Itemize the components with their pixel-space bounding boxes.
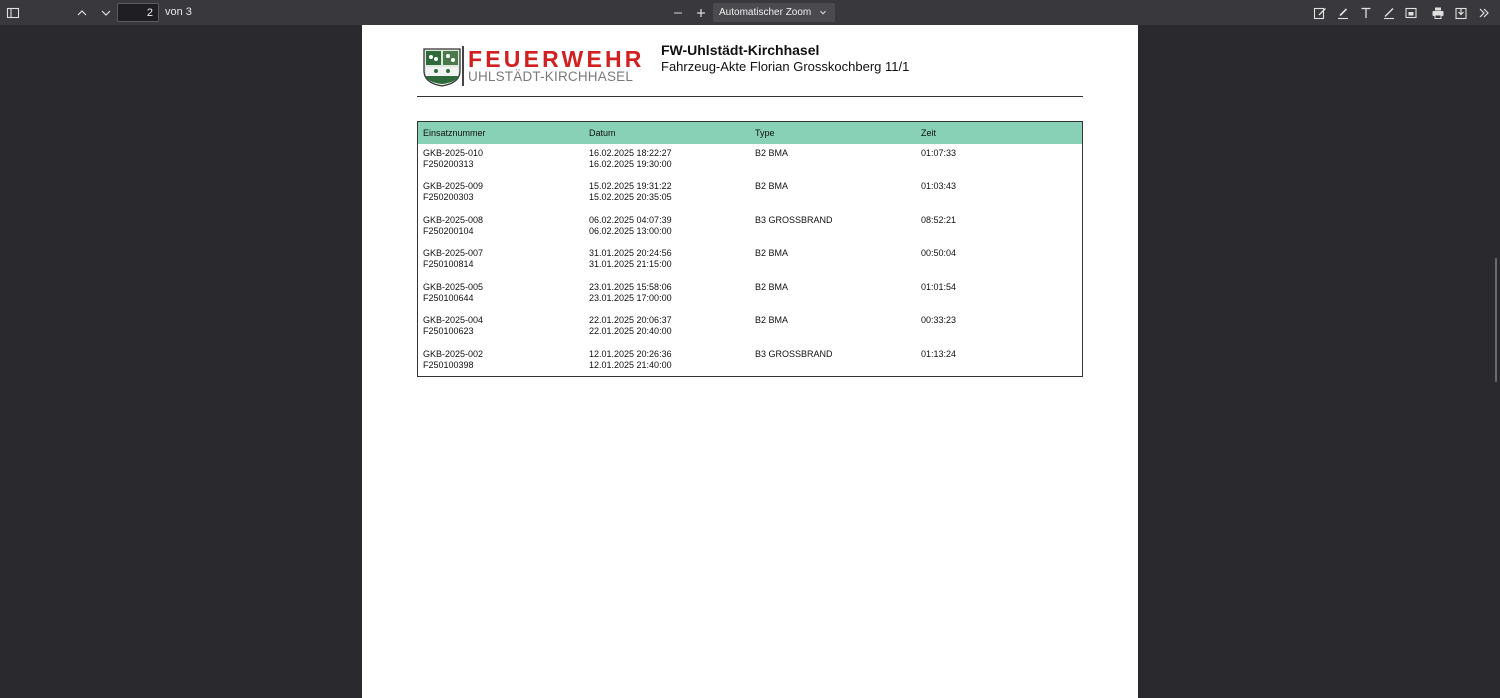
table-row <box>418 215 1082 248</box>
column-header-type: Type <box>755 128 775 138</box>
duration-cell: 01:03:43 <box>921 181 957 191</box>
zoom-value: Automatischer Zoom <box>719 7 812 18</box>
table-row <box>418 148 1082 181</box>
mission-number-cell: GKB-2025-008 F250200104 <box>423 215 484 236</box>
date-cell: 22.01.2025 20:06:37 22.01.2025 20:40:00 <box>589 315 672 336</box>
type-cell: B2 BMA <box>755 181 789 191</box>
table-row <box>418 248 1082 281</box>
next-page-button[interactable] <box>96 3 116 22</box>
date-cell: 23.01.2025 15:58:06 23.01.2025 17:00:00 <box>589 282 672 303</box>
date-cell: 06.02.2025 04:07:39 06.02.2025 13:00:00 <box>589 215 672 236</box>
page-number-input[interactable] <box>117 3 159 22</box>
type-cell: B2 BMA <box>755 282 789 292</box>
logo-divider <box>462 46 464 86</box>
mission-number-cell: GKB-2025-002 F250100398 <box>423 349 484 370</box>
column-header-zeit: Zeit <box>921 128 937 138</box>
page-count-label: von 3 <box>165 6 192 18</box>
type-cell: B2 BMA <box>755 248 789 258</box>
previous-page-button[interactable] <box>72 3 92 22</box>
edit-text-icon[interactable] <box>1310 3 1330 22</box>
fire-department-crest-logo <box>422 47 462 87</box>
column-header-datum: Datum <box>589 128 616 138</box>
table-header <box>418 122 1082 144</box>
duration-cell: 01:13:24 <box>921 349 957 359</box>
tools-menu-icon[interactable] <box>1474 3 1494 22</box>
save-icon[interactable] <box>1451 3 1471 22</box>
table-row <box>418 181 1082 214</box>
type-cell: B2 BMA <box>755 148 789 158</box>
type-cell: B3 GROSSBRAND <box>755 215 833 225</box>
duration-cell: 00:33:23 <box>921 315 957 325</box>
logo-wordmark: FEUERWEHR <box>468 46 645 72</box>
zoom-out-button[interactable] <box>668 3 688 22</box>
text-tool-icon[interactable] <box>1356 3 1376 22</box>
logo-place-name: UHLSTÄDT-KIRCHHASEL <box>468 69 634 84</box>
mission-number-cell: GKB-2025-009 F250200303 <box>423 181 484 202</box>
duration-cell: 00:50:04 <box>921 248 957 258</box>
missions-table <box>417 121 1083 377</box>
mission-number-cell: GKB-2025-010 F250200313 <box>423 148 484 169</box>
table-row <box>418 282 1082 315</box>
sidebar-toggle-icon[interactable] <box>3 3 23 22</box>
mission-number-cell: GKB-2025-007 F250100814 <box>423 248 484 269</box>
draw-icon[interactable] <box>1379 3 1399 22</box>
zoom-in-button[interactable] <box>691 3 711 22</box>
table-row <box>418 315 1082 348</box>
type-cell: B2 BMA <box>755 315 789 325</box>
pdf-toolbar <box>0 0 1500 25</box>
date-cell: 31.01.2025 20:24:56 31.01.2025 21:15:00 <box>589 248 672 269</box>
mission-number-cell: GKB-2025-004 F250100623 <box>423 315 484 336</box>
date-cell: 12.01.2025 20:26:36 12.01.2025 21:40:00 <box>589 349 672 370</box>
mission-number-cell: GKB-2025-005 F250100644 <box>423 282 484 303</box>
duration-cell: 01:01:54 <box>921 282 957 292</box>
column-header-einsatznummer: Einsatznummer <box>423 128 486 138</box>
header-divider <box>417 96 1083 97</box>
zoom-select[interactable] <box>713 3 835 22</box>
document-page <box>362 25 1138 698</box>
document-title: FW-Uhlstädt-Kirchhasel <box>661 42 820 58</box>
date-cell: 15.02.2025 19:31:22 15.02.2025 20:35:05 <box>589 181 672 202</box>
image-icon[interactable] <box>1401 3 1421 22</box>
print-icon[interactable] <box>1428 3 1448 22</box>
chevron-down-icon <box>817 6 829 18</box>
date-cell: 16.02.2025 18:22:27 16.02.2025 19:30:00 <box>589 148 672 169</box>
type-cell: B3 GROSSBRAND <box>755 349 833 359</box>
duration-cell: 01:07:33 <box>921 148 957 158</box>
table-row <box>418 349 1082 382</box>
vertical-scrollbar[interactable] <box>1495 258 1497 382</box>
duration-cell: 08:52:21 <box>921 215 957 225</box>
highlight-icon[interactable] <box>1333 3 1353 22</box>
document-subtitle: Fahrzeug-Akte Florian Grosskochberg 11/1 <box>661 59 910 74</box>
